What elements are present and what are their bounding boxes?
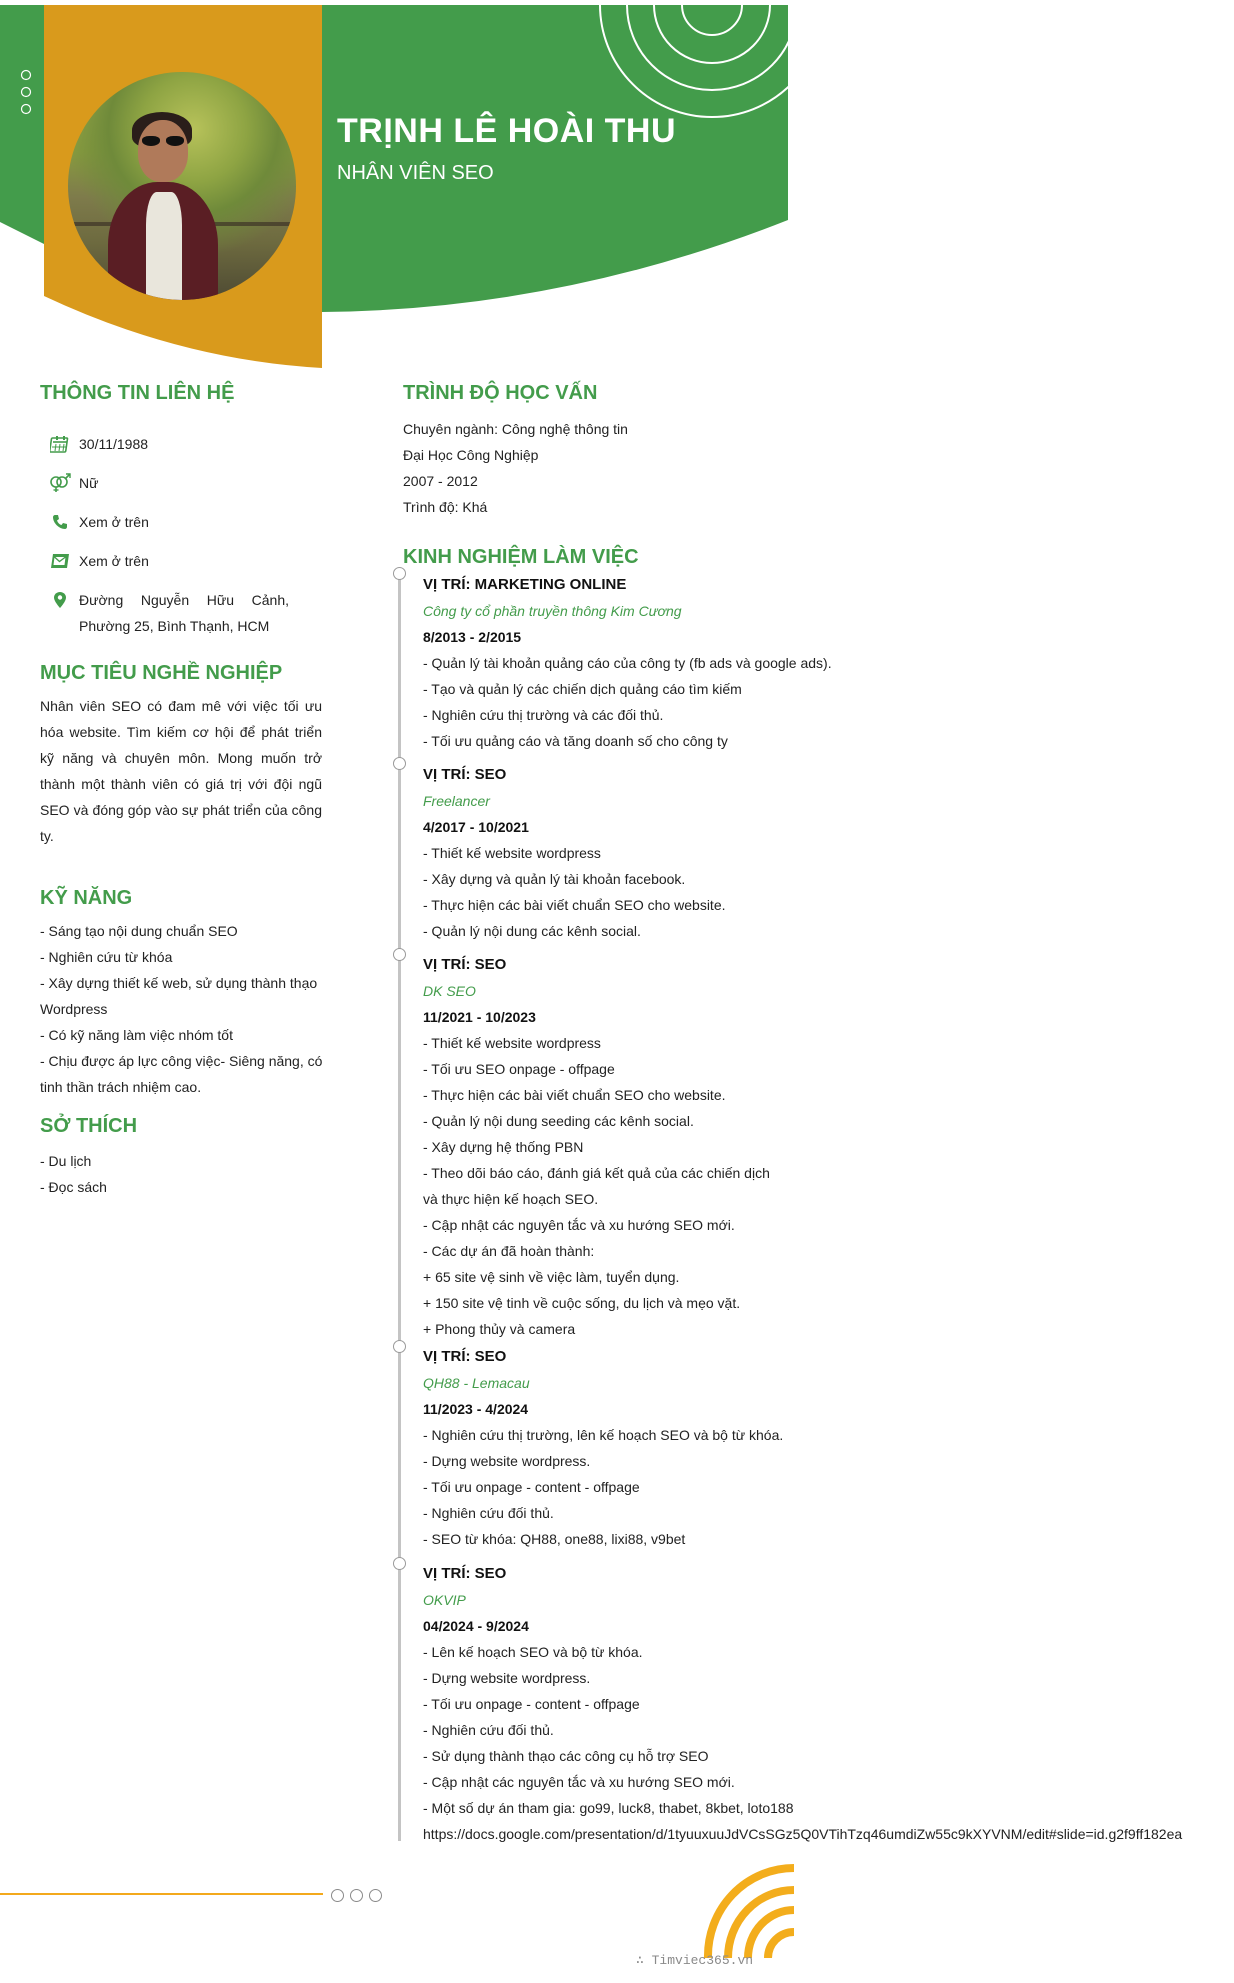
job-detail: - Xây dựng hệ thống PBN [423, 1139, 584, 1155]
job-title: VỊ TRÍ: MARKETING ONLINE [423, 576, 627, 593]
job-detail: - Thiết kế website wordpress [423, 1035, 601, 1051]
objective-text: Nhân viên SEO có đam mê với việc tối ưu hóa website. Tìm kiếm cơ hội để phát triển kỹ năng và chuyên môn. Mong muốn trở thành một thành viên có giá trị với đội ngũ SEO và đóng góp vào sự phát triển của công ty. [40, 698, 322, 844]
job-detail: - Cập nhật các nguyên tắc và xu hướng SEO mới. [423, 1774, 735, 1790]
address-line-1: Đường Nguyễn Hữu Cảnh, [79, 592, 289, 608]
skill-item: tinh thần trách nhiệm cao. [40, 1079, 202, 1095]
job-period: 8/2013 - 2/2015 [423, 629, 522, 645]
job-detail: - Sử dụng thành thạo các công cụ hỗ trợ SEO [423, 1748, 709, 1764]
watermark: ∴ Timviec365.vn [636, 1953, 754, 1968]
job-detail: - Thiết kế website wordpress [423, 845, 601, 861]
footer-arcs-decoration [700, 1862, 794, 1958]
job-period: 11/2021 - 10/2023 [423, 1009, 536, 1025]
job-detail: - Tối ưu onpage - content - offpage [423, 1696, 640, 1712]
footer-dot [331, 1889, 344, 1902]
skill-item: - Chịu được áp lực công việc- Siêng năng, có [40, 1053, 323, 1069]
footer-dot [350, 1889, 363, 1902]
job-company: DK SEO [423, 983, 476, 999]
job-detail: + 65 site vệ sinh về việc làm, tuyển dụng. [423, 1269, 680, 1285]
job-title: VỊ TRÍ: SEO [423, 1348, 507, 1365]
education-grade: Trình độ: Khá [403, 499, 488, 515]
phone-icon [48, 512, 72, 532]
job-detail: - Xây dựng và quản lý tài khoản facebook. [423, 871, 686, 887]
photo-sunglasses [142, 136, 186, 146]
job-company: Freelancer [423, 793, 490, 809]
job-title: VỊ TRÍ: SEO [423, 766, 507, 783]
green-header-panel [322, 5, 788, 312]
profile-photo [68, 72, 296, 300]
job-detail: - Nghiên cứu đối thủ. [423, 1722, 554, 1738]
job-entry [423, 1561, 1182, 1847]
skill-item: - Nghiên cứu từ khóa [40, 949, 173, 965]
contact-birthdate [48, 431, 148, 457]
gender-icon [48, 473, 72, 493]
candidate-name: TRỊNH LÊ HOÀI THU [337, 112, 677, 150]
contact-phone [48, 509, 149, 535]
contact-heading: THÔNG TIN LIÊN HỆ [40, 382, 235, 404]
email-value: Xem ở trên [79, 553, 149, 569]
candidate-role: NHÂN VIÊN SEO [337, 162, 494, 184]
gender-value: Nữ [79, 475, 99, 491]
education-heading: TRÌNH ĐỘ HỌC VẤN [403, 382, 598, 404]
job-period: 11/2023 - 4/2024 [423, 1401, 529, 1417]
job-detail: - Quản lý tài khoản quảng cáo của công ty (fb ads và google ads). [423, 655, 832, 671]
job-title: VỊ TRÍ: SEO [423, 956, 507, 973]
job-company: OKVIP [423, 1592, 466, 1608]
birthdate-value: 30/11/1988 [79, 436, 149, 452]
footer-dot [369, 1889, 382, 1902]
job-detail: - Quản lý nội dung các kênh social. [423, 923, 641, 939]
job-detail: - Tối ưu SEO onpage - offpage [423, 1061, 615, 1077]
experience-heading: KINH NGHIỆM LÀM VIỆC [403, 546, 639, 568]
job-detail: - Nghiên cứu thị trường và các đối thủ. [423, 707, 664, 723]
phone-value: Xem ở trên [79, 514, 149, 530]
job-detail: + Phong thủy và camera [423, 1321, 576, 1337]
job-detail: - Các dự án đã hoàn thành: [423, 1243, 595, 1259]
contact-email [48, 548, 149, 574]
hobbies-heading: SỞ THÍCH [40, 1115, 138, 1137]
timeline-dot [393, 567, 406, 580]
timeline-dot [393, 1557, 406, 1570]
hobby-item: - Đọc sách [40, 1179, 107, 1195]
job-detail: - Cập nhật các nguyên tắc và xu hướng SEO mới. [423, 1217, 735, 1233]
job-company: Công ty cổ phần truyền thông Kim Cương [423, 603, 682, 619]
education-major: Chuyên ngành: Công nghệ thông tin [403, 421, 628, 437]
calendar-icon [48, 434, 72, 454]
job-entry [423, 952, 770, 1342]
skill-item: - Sáng tạo nội dung chuẩn SEO [40, 923, 238, 939]
skill-item: - Có kỹ năng làm việc nhóm tốt [40, 1027, 233, 1043]
education-school: Đại Học Công Nghiệp [403, 447, 539, 463]
job-detail: - Thực hiện các bài viết chuẩn SEO cho website. [423, 897, 726, 913]
job-detail: - Nghiên cứu thị trường, lên kế hoạch SEO và bộ từ khóa. [423, 1427, 784, 1443]
job-detail: - Dựng website wordpress. [423, 1670, 591, 1686]
job-detail: - Theo dõi báo cáo, đánh giá kết quả của các chiến dịch [423, 1165, 770, 1181]
skill-item: - Xây dựng thiết kế web, sử dụng thành thạo [40, 975, 318, 991]
job-detail: và thực hiện kế hoạch SEO. [423, 1191, 599, 1207]
job-detail: - Tối ưu onpage - content - offpage [423, 1479, 640, 1495]
job-period: 04/2024 - 9/2024 [423, 1618, 529, 1634]
job-entry [423, 572, 832, 754]
job-detail: - Tạo và quản lý các chiến dịch quảng cáo tìm kiếm [423, 681, 742, 697]
hobbies-list [40, 1148, 107, 1200]
job-detail: - Nghiên cứu đối thủ. [423, 1505, 554, 1521]
skills-list [40, 918, 322, 1100]
footer-divider [0, 1893, 323, 1895]
job-detail: - Dựng website wordpress. [423, 1453, 591, 1469]
contact-gender [48, 470, 98, 496]
job-detail: - Lên kế hoạch SEO và bộ từ khóa. [423, 1644, 643, 1660]
job-title: VỊ TRÍ: SEO [423, 1565, 507, 1582]
address-line-2: Phường 25, Bình Thạnh, HCM [79, 618, 270, 634]
contact-address [48, 587, 79, 613]
left-green-strip [0, 5, 44, 244]
location-icon [48, 590, 72, 610]
job-detail: - Một số dự án tham gia: go99, luck8, thabet, 8kbet, loto188 [423, 1800, 794, 1816]
job-company: QH88 - Lemacau [423, 1375, 530, 1391]
education-years: 2007 - 2012 [403, 473, 478, 489]
skill-item: Wordpress [40, 1001, 108, 1017]
job-period: 4/2017 - 10/2021 [423, 819, 529, 835]
job-entry [423, 1344, 783, 1552]
timeline-dot [393, 757, 406, 770]
job-detail: + 150 site vệ tinh về cuộc sống, du lịch và mẹo vặt. [423, 1295, 741, 1311]
job-detail: - Tối ưu quảng cáo và tăng doanh số cho công ty [423, 733, 728, 749]
job-entry [423, 762, 726, 944]
hobby-item: - Du lịch [40, 1153, 92, 1169]
photo-face [138, 120, 188, 182]
job-detail: - Quản lý nội dung seeding các kênh social. [423, 1113, 694, 1129]
address-value [79, 587, 289, 639]
skills-heading: KỸ NĂNG [40, 887, 133, 909]
education-details [403, 416, 628, 520]
portfolio-link[interactable]: https://docs.google.com/presentation/d/1tyuuxuuJdVCsSGz5Q0VTihTzq46umdiZw55c9kXYVNM/edit#slide=id.g2f9ff182ea [423, 1826, 1183, 1842]
photo-shirt [146, 192, 182, 300]
timeline-dot [393, 948, 406, 961]
email-icon [48, 551, 72, 571]
timeline-dot [393, 1340, 406, 1353]
job-detail: - SEO từ khóa: QH88, one88, lixi88, v9bet [423, 1531, 686, 1547]
job-detail: - Thực hiện các bài viết chuẩn SEO cho website. [423, 1087, 726, 1103]
objective-heading: MỤC TIÊU NGHỀ NGHIỆP [40, 662, 283, 684]
